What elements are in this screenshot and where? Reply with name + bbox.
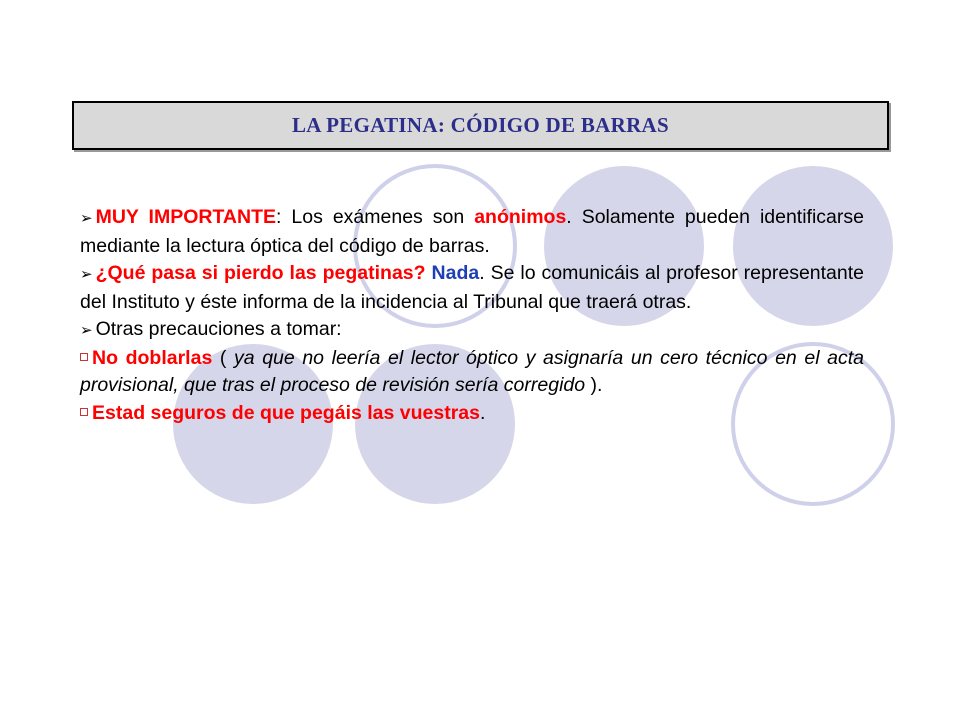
bullet-lead: ¿Qué pasa si pierdo las pegatinas? — [95, 262, 426, 284]
subbullet-lead: Estad seguros de que pegáis las vuestras — [92, 401, 480, 424]
bullet-text: . Solamente pueden identificarse mediante la lectura óptica del código de barras. — [80, 206, 864, 257]
subbullet-lead: No doblarlas — [92, 346, 213, 369]
subbullet-text: ( — [212, 346, 234, 369]
title-box — [72, 101, 889, 150]
bullet-text: . Se lo comunicáis al profesor representante del Instituto y éste informa de la incidencia al Tribunal que traerá otras. — [80, 262, 865, 313]
content-body — [80, 204, 864, 427]
subbullet-italic: ya que no leería el lector óptico y asignaría un cero técnico en el acta provisional, que tras el proceso de revisión sería corregido — [80, 346, 864, 396]
bullet-text: : Los exámenes son — [276, 206, 475, 228]
square-bullet-icon — [80, 408, 88, 416]
bullet-lost-stickers — [80, 260, 864, 316]
subbullet-no-fold — [80, 345, 864, 400]
arrow-bullet-icon: ➢ — [80, 266, 93, 283]
bullet-precautions — [80, 316, 864, 345]
bullet-lead: MUY IMPORTANTE — [95, 206, 277, 228]
bullet-highlight: anónimos — [474, 206, 567, 228]
subbullet-text: ). — [585, 374, 603, 396]
bullet-answer: Nada — [431, 262, 480, 284]
page-title: LA PEGATINA: CÓDIGO DE BARRAS — [291, 113, 670, 137]
bullet-important — [80, 204, 864, 260]
square-bullet-icon — [80, 353, 88, 361]
subbullet-text: . — [480, 401, 486, 424]
arrow-bullet-icon: ➢ — [80, 322, 93, 339]
subbullet-stick-own — [80, 400, 864, 428]
arrow-bullet-icon: ➢ — [80, 210, 93, 227]
bullet-text: Otras precauciones a tomar: — [95, 318, 342, 340]
